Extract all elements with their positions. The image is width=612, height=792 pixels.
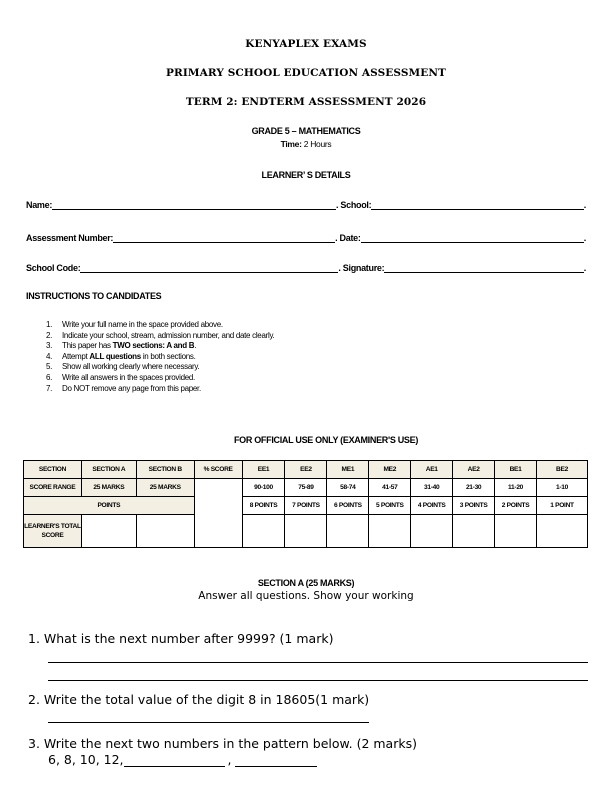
points-cell: 7 POINTS <box>285 497 327 515</box>
question-3: 3. Write the next two numbers in the pattern below. (2 marks) <box>28 736 417 751</box>
time-label: Time: <box>280 139 302 149</box>
assessment-title: PRIMARY SCHOOL EDUCATION ASSESSMENT <box>166 67 446 79</box>
header-cell: SECTION B <box>136 461 194 479</box>
score-cell[interactable] <box>537 515 588 548</box>
points-label: POINTS <box>24 497 195 515</box>
header-cell: AE1 <box>411 461 453 479</box>
pattern-blank-2[interactable] <box>235 753 317 767</box>
instruction-item: 1. Write your full name in the space provided above. <box>46 320 223 329</box>
score-cell[interactable] <box>411 515 453 548</box>
points-cell: 5 POINTS <box>369 497 411 515</box>
assessment-number-input-line[interactable] <box>113 233 335 243</box>
question-1: 1. What is the next number after 9999? (1 mark) <box>28 631 334 646</box>
instruction-item: 3. This paper has TWO sections: A and B. <box>46 341 197 351</box>
points-cell: 2 POINTS <box>495 497 537 515</box>
official-use-title: FOR OFFICIAL USE ONLY (EXAMINER'S USE) <box>233 435 419 445</box>
pattern-blank-1[interactable] <box>124 753 225 767</box>
points-cell: 6 POINTS <box>327 497 369 515</box>
pattern-sequence: 6, 8, 10, 12, <box>48 752 124 767</box>
section-b-score-cell[interactable] <box>136 515 194 548</box>
instruction-item: 2. Indicate your school, stream, admission number, and date clearly. <box>46 330 275 340</box>
name-input-line[interactable] <box>52 200 336 210</box>
exam-duration <box>0 139 612 149</box>
learner-total-label: LEARNER'S TOTAL SCORE <box>24 515 82 548</box>
header-cell: SECTION <box>24 461 82 479</box>
score-cell[interactable] <box>327 515 369 548</box>
score-range-row <box>24 479 588 497</box>
instruction-item: 7. Do NOT remove any page from this paper. <box>46 383 201 393</box>
answer-line[interactable] <box>48 662 588 663</box>
score-range-label: SCORE RANGE <box>24 479 82 497</box>
score-cell[interactable] <box>453 515 495 548</box>
name-label: Name: <box>26 200 53 210</box>
header-cell: EE2 <box>285 461 327 479</box>
range-cell: 11-20 <box>495 479 537 497</box>
range-cell: 75-89 <box>285 479 327 497</box>
score-cell[interactable] <box>369 515 411 548</box>
header-cell: EE1 <box>242 461 285 479</box>
section-a-subtitle: Answer all questions. Show your working <box>198 590 414 602</box>
points-row <box>24 497 588 515</box>
instruction-item: 5. Show all working clearly where necessary. <box>46 362 200 372</box>
field-row-2: Assessment Number: . Date: . <box>26 233 586 243</box>
date-label: . Date: <box>335 233 361 243</box>
section-b-marks: 25 MARKS <box>136 479 194 497</box>
field-row-1: Name: . School: . <box>26 200 586 210</box>
field-row-3: School Code: . Signature: . <box>26 263 586 273</box>
score-table <box>23 460 588 548</box>
score-table-header-row <box>24 461 588 479</box>
learner-total-row <box>24 515 588 548</box>
school-label: . School: <box>336 200 372 210</box>
exam-provider-title: KENYAPLEX EXAMS <box>245 38 367 50</box>
question-2: 2. Write the total value of the digit 8 in 18605(1 mark) <box>28 692 370 707</box>
score-cell[interactable] <box>495 515 537 548</box>
score-cell[interactable] <box>242 515 285 548</box>
instructions-list <box>46 320 446 394</box>
grade-subject: GRADE 5 – MATHEMATICS <box>251 126 361 136</box>
school-code-input-line[interactable] <box>80 263 338 273</box>
pattern-row: 6, 8, 10, 12, , <box>48 752 317 767</box>
section-a-marks: 25 MARKS <box>81 479 136 497</box>
learner-details-title: LEARNER’ S DETAILS <box>261 170 351 180</box>
score-cell[interactable] <box>285 515 327 548</box>
range-cell: 1-10 <box>537 479 588 497</box>
header-cell: BE1 <box>495 461 537 479</box>
signature-input-line[interactable] <box>384 263 583 273</box>
header-cell: ME2 <box>369 461 411 479</box>
instruction-item: 6. Write all answers in the spaces provided. <box>46 372 195 382</box>
term-title: TERM 2: ENDTERM ASSESSMENT 2026 <box>185 96 427 108</box>
answer-line[interactable] <box>48 722 369 723</box>
school-code-label: School Code: <box>26 263 81 273</box>
header-cell: ME1 <box>327 461 369 479</box>
percent-score-cell[interactable] <box>194 479 242 548</box>
signature-label: . Signature: <box>338 263 385 273</box>
header-cell: SECTION A <box>81 461 136 479</box>
range-cell: 21-30 <box>453 479 495 497</box>
points-cell: 8 POINTS <box>242 497 285 515</box>
school-input-line[interactable] <box>371 200 583 210</box>
range-cell: 31-40 <box>411 479 453 497</box>
range-cell: 58-74 <box>327 479 369 497</box>
instruction-item: 4. Attempt ALL questions in both sections. <box>46 351 196 361</box>
instructions-title: INSTRUCTIONS TO CANDIDATES <box>26 291 162 301</box>
section-a-score-cell[interactable] <box>81 515 136 548</box>
assessment-number-label: Assessment Number: <box>26 233 114 243</box>
header-cell: BE2 <box>537 461 588 479</box>
points-cell: 1 POINT <box>537 497 588 515</box>
time-value: 2 Hours <box>301 139 332 149</box>
header-cell: AE2 <box>453 461 495 479</box>
section-a-title: SECTION A (25 MARKS) <box>257 578 355 588</box>
points-cell: 3 POINTS <box>453 497 495 515</box>
date-input-line[interactable] <box>361 233 584 243</box>
range-cell: 90-100 <box>242 479 285 497</box>
points-cell: 4 POINTS <box>411 497 453 515</box>
header-cell: % SCORE <box>194 461 242 479</box>
answer-line[interactable] <box>48 680 588 681</box>
range-cell: 41-57 <box>369 479 411 497</box>
